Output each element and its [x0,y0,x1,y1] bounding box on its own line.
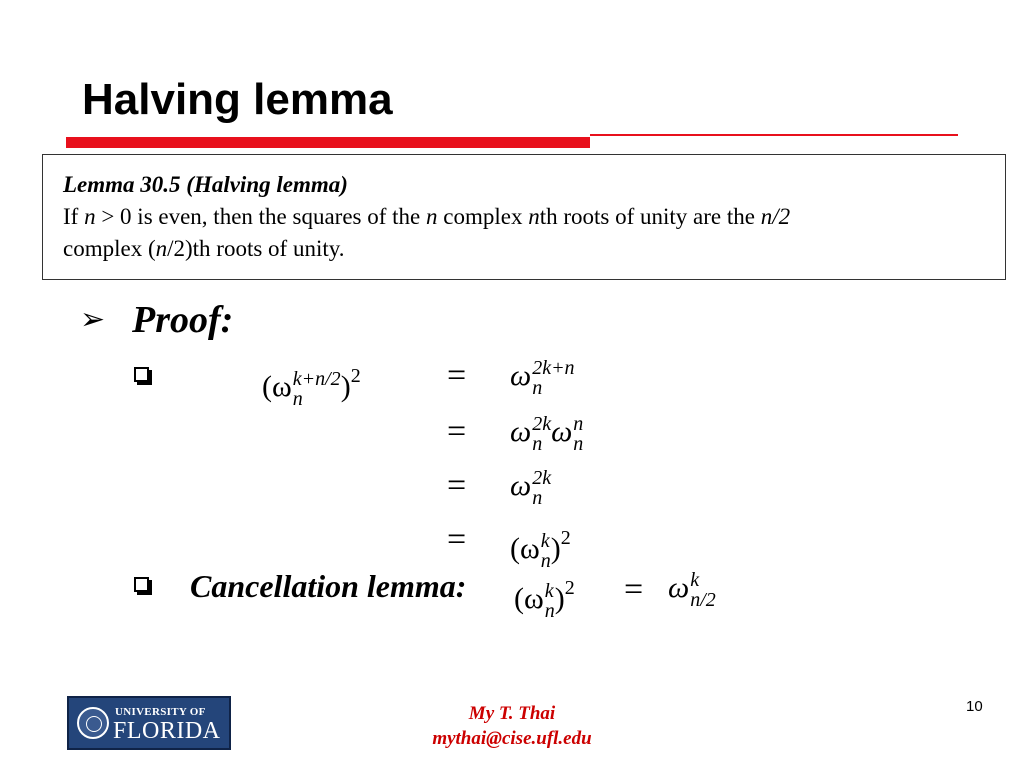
math-sup: k [690,569,700,592]
logo-top-text: UNIVERSITY OF [115,706,206,718]
math-scripts [573,414,583,454]
math-sub: n [540,550,551,573]
lemma-text: /2)th roots of unity. [167,236,345,261]
proof-rhs-4 [510,520,571,571]
lemma-line-2 [63,233,1005,265]
math-sup: k [544,580,554,603]
math-scripts [532,358,574,398]
title-underline-thin [590,134,958,136]
footer-author: My T. Thai [468,703,556,724]
cancellation-label: Cancellation lemma: [190,568,467,604]
math-paren: ) [340,370,351,403]
math-scripts [532,468,551,508]
math-base: ω [510,469,532,502]
math-paren: ) [554,582,565,615]
math-power: 2 [350,365,361,387]
math-base: (ω [262,370,292,403]
equals-sign: = [447,521,467,558]
math-sub: n [544,600,555,623]
lemma-text: complex ( [63,236,156,261]
lemma-text: complex [437,204,529,229]
lemma-heading: Lemma 30.5 (Halving lemma) [63,172,348,197]
math-scripts [541,531,551,571]
lemma-var: n/2 [760,204,791,229]
math-sub: n [532,377,543,400]
lemma-text: th roots of unity are the [539,204,761,229]
math-base: ω [510,359,532,392]
math-base: ω [668,571,690,604]
lemma-text: If [63,204,85,229]
math-base: ω [510,415,532,448]
lemma-box [42,154,1006,280]
lemma-var: n [528,204,540,229]
footer-email: mythai@cise.ufl.edu [432,728,592,749]
equals-sign: = [447,413,467,450]
title-underline-thick [66,137,590,148]
cancellation-rhs [668,570,716,610]
math-scripts [690,570,716,610]
logo-bottom-text: FLORIDA [113,718,221,744]
lemma-line-1 [63,201,1005,233]
math-base: ω [551,415,573,448]
math-paren: ) [550,532,561,565]
math-power: 2 [564,577,575,599]
math-sup: 2k [532,413,552,436]
equals-sign: = [624,571,644,608]
math-scripts [293,369,341,409]
math-sup: n [573,413,584,436]
math-sup: k+n/2 [292,368,341,391]
math-sup: 2k [532,467,552,490]
math-power: 2 [560,527,571,549]
math-sub: n [532,487,543,510]
proof-label: Proof: [132,299,234,341]
proof-rhs-1 [510,358,575,398]
math-sup: 2k+n [532,357,575,380]
equals-sign: = [447,467,467,504]
checkbox-bullet-icon [134,367,149,382]
proof-lhs [262,358,361,409]
arrow-bullet-icon: ➢ [80,303,106,336]
lemma-var: n [426,204,438,229]
lemma-var: n [155,236,168,261]
page-number: 10 [966,698,983,715]
proof-rhs-2 [510,414,583,454]
lemma-text: > 0 is even, then the squares of the [95,204,426,229]
math-sup: k [540,530,550,553]
math-scripts [545,581,555,621]
slide-title: Halving lemma [82,75,393,124]
math-base: (ω [510,532,540,565]
math-scripts [532,414,551,454]
math-sub: n/2 [690,589,716,612]
cancellation-lhs [514,570,575,621]
math-sub: n [292,388,303,411]
proof-rhs-3 [510,468,551,508]
lemma-var: n [84,204,96,229]
equals-sign: = [447,357,467,394]
checkbox-bullet-icon [134,577,149,592]
math-base: (ω [514,582,544,615]
math-sub: n [573,433,584,456]
math-sub: n [532,433,543,456]
